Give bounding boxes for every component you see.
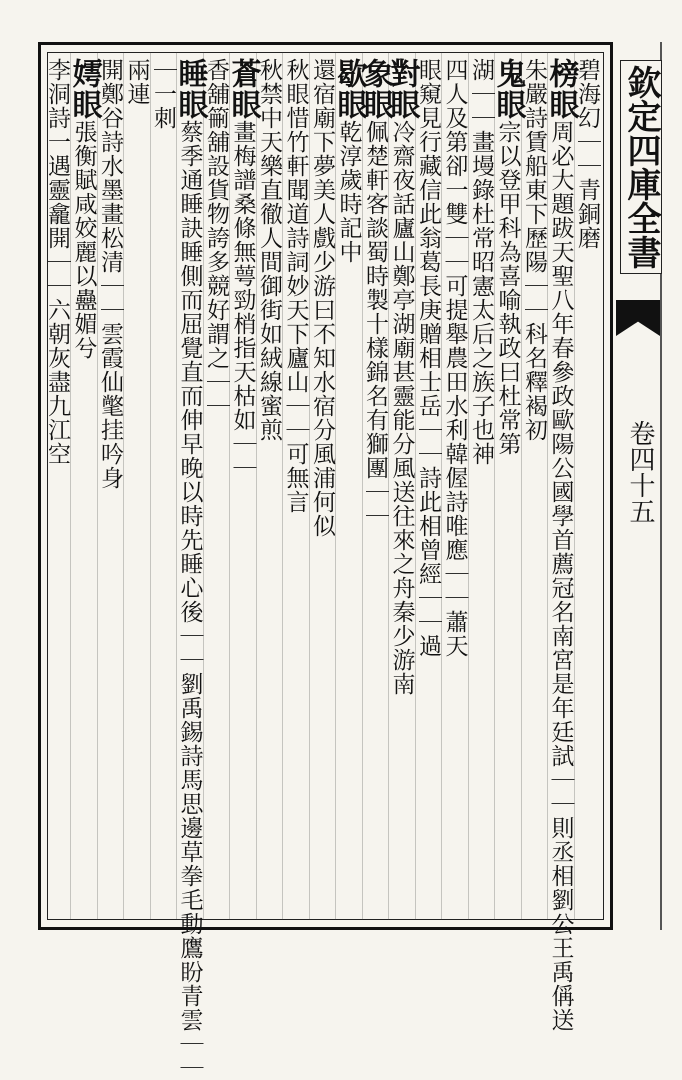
column-divider	[150, 52, 151, 920]
entry-heading: 睡眼	[172, 58, 208, 120]
text-column	[309, 58, 336, 918]
column-divider	[547, 52, 548, 920]
column-divider	[441, 52, 442, 920]
text-column	[441, 58, 468, 918]
column-text: ｜一刺	[150, 58, 176, 130]
column-text: 秋眼惜竹軒聞道詩詞妙天下廬山｜｜可無言	[282, 58, 309, 514]
entry-heading: 鬼眼	[490, 58, 526, 120]
column-text: 湖｜｜畫墁錄杜常昭憲太后之族子也神	[468, 58, 494, 466]
entry-heading: 嫮眼	[66, 58, 102, 120]
entry-heading: 歇眼	[331, 58, 367, 120]
entry-heading: 象眼	[358, 58, 393, 120]
column-divider	[494, 52, 495, 920]
text-column	[543, 58, 579, 1032]
text-column	[256, 58, 283, 918]
column-text: 周必大題跋天聖八年春參政歐陽公國學首薦冠名南宮是年廷試｜｜則丞相劉公王禹偁送	[547, 120, 574, 1032]
column-text: 畫梅譜桑條無萼勁梢指天枯如｜｜	[229, 120, 256, 480]
text-column	[123, 58, 150, 918]
column-text: 眼窺見行藏信此翁葛長庚贈相士岳｜｜詩此相曾經｜｜過	[415, 58, 441, 658]
column-divider	[282, 52, 283, 920]
column-text: 開鄭谷詩水墨畫松清｜｜雲霞仙氅挂吟身	[97, 58, 123, 490]
column-text: 還宿廟下夢美人戲少游曰不知水宿分風浦何似	[309, 58, 335, 538]
text-column	[97, 58, 124, 918]
text-column	[66, 58, 102, 918]
text-column	[331, 58, 367, 918]
text-column	[415, 58, 442, 918]
column-text: 張衡賦咸姣麗以蠱媚兮	[70, 120, 97, 360]
column-divider	[229, 52, 230, 920]
entry-heading: 蒼眼	[225, 58, 261, 120]
column-text: 碧海幻｜｜青銅磨	[574, 58, 600, 250]
column-text: 秋禁中天樂直徹人間御街如絨線蜜煎	[256, 58, 282, 442]
column-text: 宗以登甲科為喜喻執政曰杜常第	[494, 120, 521, 456]
book-title: 欽定四庫全書	[620, 60, 662, 274]
text-column	[150, 58, 177, 918]
column-text: 朱嚴詩賃船東下歷陽｜｜科名釋褐初	[521, 58, 547, 442]
column-divider	[70, 52, 71, 920]
column-text: 四人及第卻一雙｜｜可提舉農田水利韓偓詩唯應｜｜蕭天	[441, 58, 468, 658]
text-column	[44, 58, 71, 918]
column-text: 香舖䈀舖設貨物誇多競好謂之｜｜	[203, 58, 229, 418]
column-text: 乾淳歲時記中	[335, 120, 362, 264]
text-column	[490, 58, 526, 918]
text-column	[172, 58, 208, 1080]
column-text: 佩楚軒客談蜀時製十樣錦名有獅團｜｜	[362, 120, 388, 528]
column-text: 李洞詩一遇靈龕開｜｜六朝灰盡九江空	[44, 58, 70, 466]
column-divider	[176, 52, 177, 920]
volume-label: 卷四十五	[625, 420, 655, 524]
column-text: 蔡季通睡訣睡側而屈覺直而伸早晚以時先睡心後｜｜劉禹錫詩馬思邊草拳毛動鷹盼青雲｜｜	[176, 120, 203, 1080]
column-divider	[335, 52, 336, 920]
column-text: 兩連	[123, 58, 150, 106]
text-column	[521, 58, 548, 918]
entry-heading: 榜眼	[543, 58, 579, 120]
text-column	[225, 58, 261, 918]
text-column	[282, 58, 309, 918]
entry-heading: 對眼	[384, 58, 420, 120]
column-divider	[123, 52, 124, 920]
text-column	[574, 58, 601, 918]
text-column	[468, 58, 495, 918]
column-text: 冷齋夜話廬山鄭亭湖廟甚靈能分風送往來之舟秦少游南	[388, 120, 415, 696]
text-column	[384, 58, 420, 918]
text-column	[203, 58, 230, 918]
text-column	[358, 58, 393, 918]
column-divider	[388, 52, 389, 920]
